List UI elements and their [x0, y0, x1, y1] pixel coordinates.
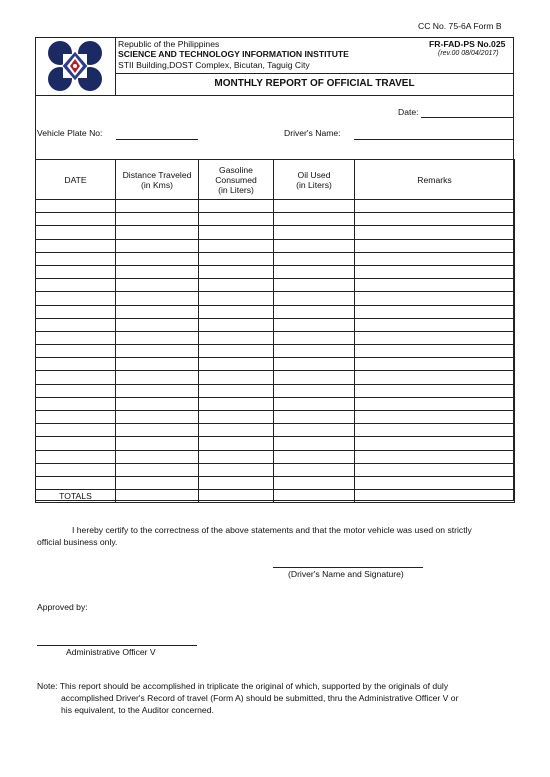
table-cell[interactable]	[274, 318, 355, 331]
table-cell[interactable]	[116, 384, 199, 397]
table-row	[36, 226, 515, 239]
table-row	[36, 411, 515, 424]
table-cell[interactable]	[199, 450, 274, 463]
table-cell[interactable]	[274, 213, 355, 226]
column-header-oil: Oil Used (in Liters)	[274, 160, 355, 200]
totals-cell[interactable]	[199, 490, 274, 503]
column-header-date: DATE	[36, 160, 116, 200]
table-cell[interactable]	[199, 371, 274, 384]
totals-cell[interactable]	[355, 490, 515, 503]
table-cell[interactable]	[116, 450, 199, 463]
table-cell[interactable]	[274, 463, 355, 476]
table-cell[interactable]	[274, 265, 355, 278]
table-cell[interactable]	[199, 463, 274, 476]
table-cell[interactable]	[274, 371, 355, 384]
travel-log-body	[36, 200, 515, 503]
table-cell[interactable]	[36, 279, 116, 292]
table-cell[interactable]	[199, 411, 274, 424]
driver-name-field[interactable]	[354, 139, 514, 140]
table-cell[interactable]	[355, 345, 515, 358]
table-cell[interactable]	[199, 305, 274, 318]
table-cell[interactable]	[199, 437, 274, 450]
table-cell[interactable]	[274, 424, 355, 437]
table-row	[36, 437, 515, 450]
totals-label: TOTALS	[36, 490, 116, 503]
date-field[interactable]	[421, 117, 514, 118]
approved-by-label: Approved by:	[37, 602, 88, 612]
table-cell[interactable]	[274, 239, 355, 252]
table-cell[interactable]	[116, 305, 199, 318]
table-row	[36, 239, 515, 252]
table-cell[interactable]	[36, 463, 116, 476]
table-row	[36, 358, 515, 371]
table-cell[interactable]	[199, 318, 274, 331]
table-row	[36, 450, 515, 463]
table-cell[interactable]	[199, 252, 274, 265]
table-cell[interactable]	[36, 239, 116, 252]
column-header-remarks: Remarks	[355, 160, 515, 200]
table-cell[interactable]	[355, 292, 515, 305]
table-row	[36, 279, 515, 292]
revision-label: (rev.00 08/04/2017)	[438, 50, 499, 57]
table-cell[interactable]	[199, 345, 274, 358]
table-cell[interactable]	[116, 397, 199, 410]
note-text-line2: accomplished Driver's Record of travel (Form A) should be submitted, thru the Administrative Officer V or	[61, 693, 459, 703]
travel-log-table	[35, 159, 515, 503]
table-cell[interactable]	[274, 331, 355, 344]
approver-title: Administrative Officer V	[66, 647, 156, 657]
date-label: Date:	[398, 107, 419, 117]
table-cell[interactable]	[116, 358, 199, 371]
table-cell[interactable]	[355, 384, 515, 397]
table-cell[interactable]	[36, 292, 116, 305]
table-cell[interactable]	[274, 397, 355, 410]
table-row	[36, 200, 515, 213]
table-cell[interactable]	[274, 200, 355, 213]
approver-signature-line[interactable]	[37, 645, 197, 646]
table-cell[interactable]	[36, 213, 116, 226]
table-cell[interactable]	[199, 476, 274, 489]
table-cell[interactable]	[36, 226, 116, 239]
table-cell[interactable]	[199, 424, 274, 437]
table-row	[36, 371, 515, 384]
table-cell[interactable]	[116, 213, 199, 226]
table-row	[36, 305, 515, 318]
table-cell[interactable]	[199, 226, 274, 239]
table-row	[36, 252, 515, 265]
institute-name: SCIENCE AND TECHNOLOGY INFORMATION INSTITUTE	[118, 49, 349, 59]
table-cell[interactable]	[36, 411, 116, 424]
driver-signature-line[interactable]	[273, 567, 423, 568]
table-cell[interactable]	[355, 397, 515, 410]
table-cell[interactable]	[274, 252, 355, 265]
table-cell[interactable]	[36, 437, 116, 450]
table-cell[interactable]	[355, 318, 515, 331]
driver-name-label: Driver's Name:	[284, 128, 341, 138]
header-line1: Republic of the Philippines	[118, 39, 220, 49]
table-cell[interactable]	[199, 397, 274, 410]
table-cell[interactable]	[274, 437, 355, 450]
table-cell[interactable]	[355, 358, 515, 371]
table-cell[interactable]	[36, 265, 116, 278]
institute-logo	[43, 40, 107, 92]
table-cell[interactable]	[199, 331, 274, 344]
table-cell[interactable]	[36, 305, 116, 318]
certification-text-continued: official business only.	[37, 537, 118, 547]
table-cell[interactable]	[116, 318, 199, 331]
vehicle-plate-field[interactable]	[116, 139, 198, 140]
table-row	[36, 292, 515, 305]
table-cell[interactable]	[355, 463, 515, 476]
table-cell[interactable]	[355, 411, 515, 424]
table-cell[interactable]	[274, 476, 355, 489]
table-cell[interactable]	[36, 345, 116, 358]
table-cell[interactable]	[355, 437, 515, 450]
table-cell[interactable]	[36, 450, 116, 463]
table-cell[interactable]	[355, 279, 515, 292]
table-cell[interactable]	[355, 200, 515, 213]
table-cell[interactable]	[355, 265, 515, 278]
table-cell[interactable]	[36, 371, 116, 384]
table-cell[interactable]	[274, 226, 355, 239]
table-cell[interactable]	[116, 476, 199, 489]
column-header-distance: Distance Traveled (in Kms)	[116, 160, 199, 200]
table-cell[interactable]	[274, 358, 355, 371]
table-cell[interactable]	[274, 279, 355, 292]
totals-row	[36, 490, 515, 503]
table-row	[36, 476, 515, 489]
table-cell[interactable]	[355, 305, 515, 318]
table-cell[interactable]	[116, 292, 199, 305]
totals-cell[interactable]	[116, 490, 199, 503]
institute-address: STII Building,DOST Complex, Bicutan, Taguig City	[118, 60, 310, 70]
table-cell[interactable]	[199, 384, 274, 397]
table-cell[interactable]	[355, 331, 515, 344]
table-cell[interactable]	[355, 226, 515, 239]
table-cell[interactable]	[116, 463, 199, 476]
table-cell[interactable]	[116, 424, 199, 437]
table-cell[interactable]	[116, 200, 199, 213]
title-rule	[35, 95, 514, 96]
table-cell[interactable]	[116, 279, 199, 292]
table-cell[interactable]	[36, 397, 116, 410]
form-code: CC No. 75-6A Form B	[418, 21, 502, 31]
table-cell[interactable]	[355, 450, 515, 463]
table-cell[interactable]	[274, 292, 355, 305]
table-cell[interactable]	[274, 450, 355, 463]
column-header-gasoline: Gasoline Consumed (in Liters)	[199, 160, 274, 200]
totals-cell[interactable]	[274, 490, 355, 503]
table-cell[interactable]	[355, 371, 515, 384]
table-cell[interactable]	[36, 384, 116, 397]
table-cell[interactable]	[199, 200, 274, 213]
table-cell[interactable]	[116, 411, 199, 424]
table-cell[interactable]	[274, 384, 355, 397]
table-cell[interactable]	[36, 476, 116, 489]
table-row	[36, 345, 515, 358]
header-rule	[115, 73, 514, 74]
table-cell[interactable]	[355, 252, 515, 265]
table-row	[36, 384, 515, 397]
table-cell[interactable]	[199, 358, 274, 371]
table-cell[interactable]	[274, 345, 355, 358]
note-text-line3: his equivalent, to the Auditor concerned.	[61, 705, 214, 715]
vehicle-plate-label: Vehicle Plate No:	[37, 128, 103, 138]
certification-text: I hereby certify to the correctness of the above statements and that the motor vehicle was used on strictly	[72, 525, 472, 535]
table-cell[interactable]	[36, 318, 116, 331]
page-title: MONTHLY REPORT OF OFFICIAL TRAVEL	[214, 78, 415, 89]
table-cell[interactable]	[199, 213, 274, 226]
table-cell[interactable]	[274, 411, 355, 424]
table-row	[36, 463, 515, 476]
table-cell[interactable]	[355, 424, 515, 437]
table-header-row	[36, 160, 515, 200]
table-cell[interactable]	[355, 239, 515, 252]
table-row	[36, 424, 515, 437]
table-cell[interactable]	[36, 200, 116, 213]
document-number: FR-FAD-PS No.025	[429, 39, 506, 49]
table-row	[36, 265, 515, 278]
table-cell[interactable]	[116, 239, 199, 252]
table-row	[36, 318, 515, 331]
table-cell[interactable]	[355, 213, 515, 226]
table-cell[interactable]	[116, 371, 199, 384]
table-cell[interactable]	[116, 252, 199, 265]
table-cell[interactable]	[355, 476, 515, 489]
table-cell[interactable]	[199, 265, 274, 278]
driver-signature-caption: (Driver's Name and Signature)	[288, 569, 404, 579]
table-cell[interactable]	[116, 437, 199, 450]
table-cell[interactable]	[36, 424, 116, 437]
table-cell[interactable]	[199, 239, 274, 252]
table-cell[interactable]	[274, 305, 355, 318]
table-row	[36, 331, 515, 344]
table-row	[36, 397, 515, 410]
table-cell[interactable]	[116, 345, 199, 358]
note-text: Note: This report should be accomplished in triplicate the original of which, supported by the originals of duly	[37, 681, 449, 691]
table-cell[interactable]	[199, 279, 274, 292]
table-cell[interactable]	[116, 265, 199, 278]
table-cell[interactable]	[116, 226, 199, 239]
table-row	[36, 213, 515, 226]
table-cell[interactable]	[36, 358, 116, 371]
table-cell[interactable]	[116, 331, 199, 344]
table-cell[interactable]	[199, 292, 274, 305]
table-cell[interactable]	[36, 252, 116, 265]
table-cell[interactable]	[36, 331, 116, 344]
